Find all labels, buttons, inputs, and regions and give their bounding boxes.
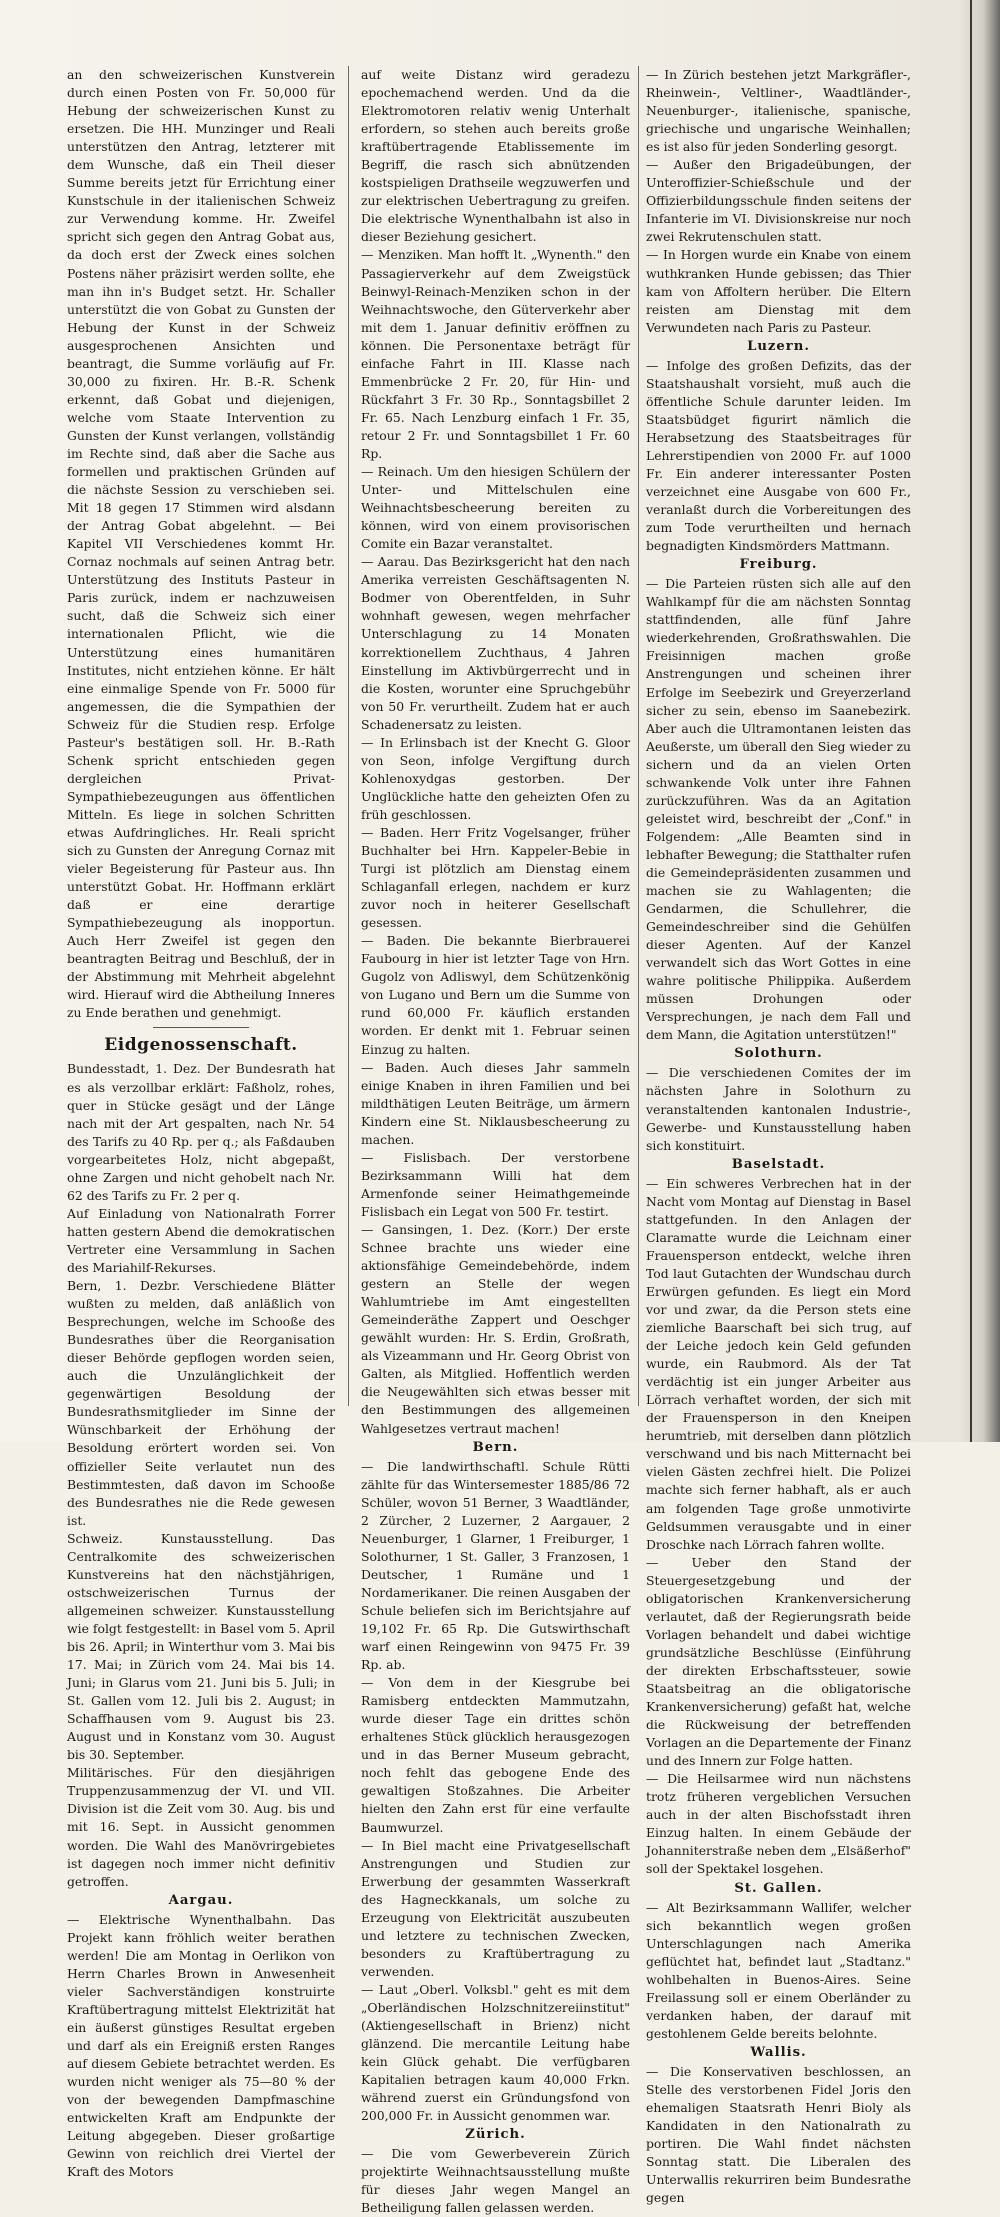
article-paragraph: — Die Parteien rüsten sich alle auf den Wahlkampf für die am nächsten Sonntag stattfindenden, alle fünf Jahre wiederkehrenden, Großrathswahlen. Die Freisinnigen machen große Anstrengungen und scheinen ihrer Erfolge im Seebezirk und Greyerzerland sicher zu sein, ebenso im Saanebezirk. Aber auch die Ultramontanen leisten das Aeußerste, um überall den Sieg wieder zu sichern und da an vielen Orten schwankende Volk unter ihre Fahnen zurückzuführen. Was da an Agitation geleistet wird, beschreibt der „Conf." in Folgendem: „Alle Beamten sind in lebhafter Bewegung; die Statthalter rufen die Gemeindepräsidenten zusammen und machen sie zu Wahlagenten; die Gendarmen, die Schullehrer, die Gemeindeschreiber sind die Gehülfen dieser Agenten. Auf der Kanzel verwandelt sich das Wort Gottes in eine wahre politische Philippika. Außerdem müssen Drohungen oder Versprechungen, je nach dem Fall und dem Mann, die Agitation unterstützen!" (646, 576, 911, 1043)
section-heading-freiburg: Freiburg. (739, 557, 818, 573)
article-paragraph: — Von dem in der Kiesgrube bei Ramisberg entdeckten Mammutzahn, wurde dieser Tage ein drittes schön erhaltenes Stück glücklich herausgezogen und in das Berner Museum gebracht, noch fehlt das gebogene Ende des gewaltigen Stoßzahnes. Die Arbeiter hielten den Zahn erst für eine verfaulte Baumwurzel. (361, 1675, 630, 1835)
article-paragraph: — Ein schweres Verbrechen hat in der Nacht vom Montag auf Dienstag in Basel stattgefunden. In den Anlagen der Claramatte wurde die Leichnam einer Frauensperson entdeckt, welche ihren Tod laut Gutachten der Wundschau durch Erwürgen gefunden. Es liegt ein Mord vor und zwar, da die Person stets eine ziemliche Baarschaft bei sich trug, auf der Leiche jedoch kein Geld gefunden wurde, ein Raubmord. Als der Tat verdächtig ist ein junger Arbeiter aus Lörrach verhaftet worden, der sich mit der Frauensperson in den Kneipen herumtrieb, mit derselben dann plötzlich verschwand und bis nach Mitternacht bei vielen Gästen zechfrei hielt. Die Polizei machte sich ferner habhaft, als er auch am folgenden Tage große unmotivirte Geldsummen verausgabte und in einer Droschke nach Lörrach fahren wollte. (646, 1175, 911, 1552)
article-paragraph: — Elektrische Wynenthalbahn. Das Projekt kann fröhlich weiter berathen werden! Die am Montag in Oerlikon von Herrn Charles Brown in Anwesenheit vieler Sachverständigen konstruirte Kraftübertragung mittelst Elektrizität hat ein äußerst günstiges Resultat ergeben und darf als ein Ereigniß ersten Ranges auf diesem Gebiete betrachtet werden. Es wurden nicht weniger als 75—80 % der von der bewegenden Dampfmaschine entwickelten Kraft am Endpunkte der Leitung abgegeben. Dieser großartige Gewinn von reichlich drei Viertel der Kraft des Motors (67, 1911, 335, 2180)
article-paragraph: — In Zürich bestehen jetzt Markgräfler-, Rheinwein-, Veltliner-, Waadtländer-, Neuenburger-, italienische, spanische, griechische und ungarische Weinhallen; es ist also für jeden Sonderling gesorgt. (646, 67, 911, 155)
section-heading-zuerich: Zürich. (465, 2127, 526, 2143)
page-edge-line (970, 0, 972, 1442)
section-heading-st-gallen: St. Gallen. (734, 1880, 823, 1896)
section-heading-solothurn: Solothurn. (734, 1046, 823, 1062)
column-3 (646, 66, 911, 2206)
article-paragraph: — Menziken. Man hofft lt. „Wynenth." den Passagierverkehr auf dem Zweigstück Beinwyl-Reinach-Menziken schon in der Weihnachtswoche, den Güterverkehr aber mit dem 1. Januar definitiv eröffnen zu können. Die Personentaxe beträgt für einfache Fahrt in III. Klasse nach Emmenbrücke 2 Fr. 20, für Hin- und Rückfahrt 3 Fr. 30 Rp., Sonntagsbillet 2 Fr. 65. Nach Lenzburg einfach 1 Fr. 35, retour 2 Fr. und Sonntagsbillet 1 Fr. 60 Rp. (361, 247, 630, 461)
column-rule (348, 66, 349, 1406)
article-paragraph: — In Erlinsbach ist der Knecht G. Gloor von Seon, infolge Vergiftung durch Kohlenoxydgas gestorben. Der Unglückliche hatte den geheizten Ofen zu früh geschlossen. (361, 734, 630, 822)
article-paragraph: — In Biel macht eine Privatgesellschaft Anstrengungen und Studien zur Erwerbung der gesammten Wasserkraft des Hagneckkanals, um solche zu Erzeugung von Elektricität auszubeuten und letztere zu technischen Zwecken, besonders zu Kraftübertragung zu verwenden. (361, 1837, 630, 1979)
article-paragraph: — Gansingen, 1. Dez. (Korr.) Der erste Schnee brachte uns wieder eine aktionsfähige Gemeindebehörde, indem gestern an Stelle der wegen Wahlumtriebe im Amt eingestellten Gemeinderäthe Zappert und Oeschger gewählt wurden: Hr. S. Erdin, Großrath, als Vizeammann und Hr. Georg Obrist von Galten, als Mitglied. Hoffentlich werden die Neugewählten sich etwas besser mit den Bestimmungen des allgemeinen Wahlgesetzes vertraut machen! (361, 1222, 630, 1436)
section-heading-bern: Bern. (472, 1439, 519, 1455)
column-rule (638, 66, 639, 1406)
article-paragraph: — Die Konservativen beschlossen, an Stelle des verstorbenen Fidel Joris den ehemaligen Staatsrath Henri Bioly als Kandidaten in den Nationalrath zu portiren. Die Wahl findet nächsten Sonntag statt. Die Liberalen des Unterwallis rekurriren beim Bundesrathe gegen (646, 2063, 911, 2206)
article-paragraph: — Aarau. Das Bezirksgericht hat den nach Amerika verreisten Geschäftsagenten N. Bodmer von Oberentfelden, in Suhr wohnhaft gewesen, wegen mehrfacher Unterschlagung zu 14 Monaten korrektionellem Zuchthaus, 4 Jahren Einstellung im Aktivbürgerrecht und in die Kosten, worunter eine Spruchgebühr von 50 Fr. verurtheilt. Zudem hat er auch Schadenersatz zu leisten. (361, 554, 630, 732)
section-heading-baselstadt: Baselstadt. (731, 1156, 826, 1172)
article-paragraph: Militärisches. Für den diesjährigen Truppenzusammenzug der VI. und VII. Division ist die Zeit vom 30. Aug. bis und mit 16. Sept. in Aussicht genommen worden. Die Wahl des Manövrirgebietes ist dagegen noch immer nicht definitiv getroffen. (67, 1765, 335, 1889)
article-paragraph: — Reinach. Um den hiesigen Schülern der Unter- und Mittelschulen eine Weihnachtsbescheerung bereiten zu können, wird von einem provisorischen Comite ein Bazar veranstaltet. (361, 464, 630, 552)
article-paragraph: — Laut „Oberl. Volksbl." geht es mit dem „Oberländischen Holzschnitzereiinstitut" (Aktiengesellschaft in Brienz) nicht glänzend. Die mercantile Leitung habe kein Glück gehabt. Die verfügbaren Kapitalien betragen kaum 40,000 Frkn. während zuerst ein Gründungsfond von 200,000 Fr. in Aussicht genommen war. (361, 1981, 630, 2124)
article-paragraph: — Die landwirthschaftl. Schule Rütti zählte für das Wintersemester 1885/86 72 Schüler, wovon 51 Berner, 3 Waadtländer, 2 Zürcher, 2 Luzerner, 2 Aargauer, 2 Neuenburger, 1 Glarner, 1 Freiburger, 1 Solothurner, 1 St. Galler, 3 Franzosen, 1 Deutscher, 1 Rumäne und 1 Nordamerikaner. Die reinen Ausgaben der Schule beliefen sich im Berichtsjahre auf 19,102 Fr. 65 Rp. Die Gutswirthschaft warf einen Reingewinn von 9475 Fr. 39 Rp. ab. (361, 1458, 630, 1673)
section-heading-wallis: Wallis. (750, 2044, 807, 2060)
column-1 (67, 66, 335, 2180)
article-paragraph: — Ueber den Stand der Steuergesetzgebung und der obligatorischen Krankenversicherung verlautet, daß der Regierungsrath beide Vorlagen behandelt und dabei wichtige grundsätzliche Beschlüsse (Einführung der direkten Erbschaftssteuer, sowie Staatsbeitrag an die obligatorische Krankenversicherung) gefaßt hat, welche die Rückweisung der betreffenden Vorlagen an die Departemente der Finanz und des Innern zur Folge hatten. (646, 1554, 911, 1769)
article-paragraph: — Fislisbach. Der verstorbene Bezirksammann Willi hat dem Armenfonde seiner Heimathgemeinde Fislisbach ein Legat von 500 Fr. testirt. (361, 1149, 630, 1219)
article-paragraph: — Baden. Die bekannte Bierbrauerei Faubourg in hier ist letzter Tage von Hrn. Gugolz von Adliswyl, dem Schützenkönig von Lugano und Bern um die Summe von rund 60,000 Fr. käuflich erstanden worden. Er denkt mit 1. Februar seinen Einzug zu halten. (361, 933, 630, 1057)
section-heading-aargau: Aargau. (168, 1892, 234, 1908)
section-heading-eidgenossenschaft: Eidgenossenschaft. (104, 1035, 298, 1056)
article-paragraph: — Baden. Auch dieses Jahr sammeln einige Knaben in ihren Familien und bei mildthätigen Leuten Beiträge, um ärmern Kindern eine St. Niklausbescheerung zu machen. (361, 1059, 630, 1147)
article-paragraph: an den schweizerischen Kunstverein durch einen Posten von Fr. 50,000 für Hebung der schweizerischen Kunst zu ersetzen. Die HH. Munzinger und Reali unterstützen den Antrag, letzterer mit dem Wunsche, daß ein Theil dieser Summe bereits jetzt für Errichtung einer Kunstschule in der italienischen Schweiz zur Verwendung komme. Hr. Zweifel spricht sich gegen den Antrag Gobat aus, da doch erst der Zweck eines solchen Postens näher präzisirt werden sollte, ehe man ihn in's Budget setzt. Hr. Schaller unterstützt die von Gobat zu Gunsten der Hebung der Kunst in der Schweiz ausgesprochenen Ansichten und beantragt, die Summe vorläufig auf Fr. 30,000 zu fixiren. Hr. B.-R. Schenk erkennt, daß Gobat und diejenigen, welche vom Staate Intervention zu Gunsten der Kunst verlangen, vollständig im Rechte sind, daß aber die Sache aus formellen und praktischen Gründen auf die nächste Session zu verschieben sei. Mit 18 gegen 17 Stimmen wird alsdann der Antrag Gobat abgelehnt. — Bei Kapitel VII Verschiedenes kommt Hr. Cornaz nochmals auf seinen Antrag betr. Unterstützung des Instituts Pasteur in Paris zurück, indem er nachzuweisen sucht, daß die Schweiz sich einer internationalen Pflicht, wie die Unterstützung eines humanitären Institutes, nicht entziehen könne. Er hält eine einmalige Spende von Fr. 5000 für angemessen, die die Sympathien der Schweiz für die Studien resp. Erfolge Pasteur's bestätigen soll. Hr. B.-Rath Schenk spricht entschieden gegen dergleichen Privat-Sympathiebezeugungen aus öffentlichen Mitteln. Es liege in solchen Schritten etwas Aufdringliches. Hr. Reali spricht sich zu Gunsten der Anregung Cornaz mit vieler Begeisterung für Pasteur aus. Ihn unterstützt Gobat. Hr. Hoffmann erklärt daß er eine derartige Sympathiebezeugung als inopportun. Auch Herr Zweifel ist gegen den beantragten Beitrag und Beschluß, der in der Abstimmung mit Mehrheit abgelehnt wird. Hierauf wird die Abtheilung Inneres zu Ende berathen und genehmigt. (67, 67, 335, 1021)
article-paragraph: — Die verschiedenen Comites der im nächsten Jahre in Solothurn zu veranstaltenden kantonalen Industrie-, Gewerbe- und Kunstausstellung haben sich konstituirt. (646, 1065, 911, 1153)
article-paragraph: Schweiz. Kunstausstellung. Das Centralkomite des schweizerischen Kunstvereins hat den nächstjährigen, ostschweizerischen Turnus der allgemeinen schweizer. Kunstausstellung wie folgt festgestellt: in Basel vom 5. April bis 26. April; in Winterthur vom 3. Mai bis 17. Mai; in Zürich vom 24. Mai bis 14. Juni; in Glarus vom 21. Juni bis 5. Juli; in St. Gallen vom 12. Juli bis 2. August; in Schaffhausen vom 9. August bis 23. August und in Konstanz vom 30. August bis 30. September. (67, 1530, 335, 1763)
article-paragraph: — Infolge des großen Defizits, das der Staatshaushalt vorsieht, muß auch die öffentliche Schule darunter leiden. Im Staatsbüdget figurirt nämlich die Herabsetzung des Staatsbeitrages für Lehrerstipendien von 2000 Fr. auf 1000 Fr. Ein anderer interessanter Posten verzeichnet eine Ausgabe von 600 Fr., veranlaßt durch die Vorbereitungen des zum Tode verurtheilten und hernach begnadigten Kindsmörders Mattmann. (646, 357, 911, 554)
article-paragraph: — Die Heilsarmee wird nun nächstens trotz früheren vergeblichen Versuchen auch in der alten Bischofsstadt ihren Einzug halten. In einem Gebäude der Johanniterstraße neben dem „Elsäßerhof" soll der Spektakel losgehen. (646, 1771, 911, 1877)
page-edge-shadow (958, 0, 1000, 1442)
section-heading-luzern: Luzern. (747, 338, 810, 354)
column-2 (361, 66, 630, 2216)
article-paragraph: — Baden. Herr Fritz Vogelsanger, früher Buchhalter bei Hrn. Kappeler-Bebie in Turgi ist plötzlich am Dienstag einem Schlaganfall erlegen, nachdem er kurz zuvor noch in heiterer Gesellschaft gesessen. (361, 824, 630, 931)
article-paragraph: Bundesstadt, 1. Dez. Der Bundesrath hat es als verzollbar erklärt: Faßholz, rohes, quer in Stücke gesägt und der Länge nach mit der Art gespalten, nach Nr. 54 des Tarifs zu 40 Rp. per q.; als Faßdauben vorgearbeitetes Holz, nicht abgepaßt, ohne Zargen und nicht gehobelt nach Nr. 62 des Tarifs zu Fr. 2 per q. (67, 1061, 335, 1203)
article-paragraph: — In Horgen wurde ein Knabe von einem wuthkranken Hunde gebissen; das Thier kam von Affoltern herüber. Die Eltern reisten am Dienstag mit dem Verwundeten nach Paris zu Pasteur. (646, 247, 911, 335)
article-paragraph: — Außer den Brigadeübungen, der Unteroffizier-Schießschule und der Offizierbildungsschule finden seitens der Infanterie im VI. Divisionskreise nur noch zwei Rekrutenschulen statt. (646, 157, 911, 245)
article-paragraph: — Alt Bezirksammann Wallifer, welcher sich bekanntlich wegen großen Unterschlagungen nach Amerika geflüchtet hat, befindet laut „Stadtanz." wohlbehalten in Buenos-Aires. Seine Freilassung soll er einem Oberländer zu verdanken haben, der darauf mit gestohlenem Gelde bereits belohnte. (646, 1899, 911, 2041)
section-divider (153, 1027, 249, 1028)
article-paragraph: Auf Einladung von Nationalrath Forrer hatten gestern Abend die demokratischen Vertreter eine Versammlung in Sachen des Mariahilf-Rekurses. (67, 1205, 335, 1275)
article-paragraph: auf weite Distanz wird geradezu epochemachend werden. Und da die Elektromotoren relativ wenig Unterhalt erfordern, so stehen auch bereits große kraftübertragende Etablissemente im Begriff, die rasch sich abnützenden kostspieligen Drathseile wegzuwerfen und zur elektrischen Uebertragung zu greifen. Die elektrische Wynenthalbahn ist also in dieser Beziehung gesichert. (361, 67, 630, 245)
article-paragraph: Bern, 1. Dezbr. Verschiedene Blätter wußten zu melden, daß anläßlich von Besprechungen, welche im Schooße des Bundesrathes über die Reorganisation dieser Behörde gepflogen worden seien, auch die Unzulänglichkeit der gegenwärtigen Besoldung der Bundesrathsmitglieder im Sinne der Wünschbarkeit der Erhöhung der Besoldung erörtert worden sei. Von offizieller Seite verlautet nun des Bestimmtesten, daß davon im Schooße des Bundesrathes nie die Rede gewesen ist. (67, 1278, 335, 1528)
article-paragraph: — Die vom Gewerbeverein Zürich projektirte Weihnachtsausstellung mußte für dieses Jahr wegen Mangel an Betheiligung fallen gelassen werden. (361, 2146, 630, 2216)
